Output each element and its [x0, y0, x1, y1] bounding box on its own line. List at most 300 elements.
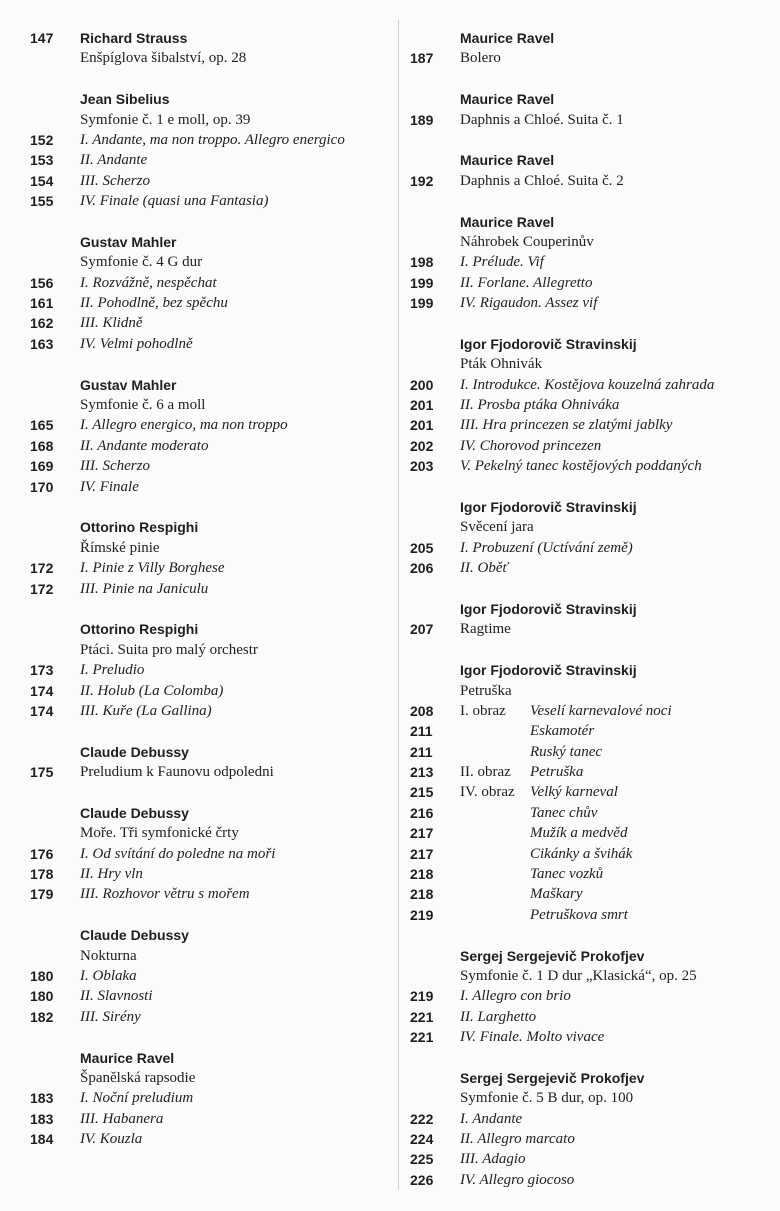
movement-line — [410, 884, 770, 904]
movement-line — [30, 864, 390, 884]
work-title: Preludium k Faunovu odpoledni — [80, 764, 274, 781]
movement-title: Petruškova smrt — [530, 906, 628, 923]
page-number — [410, 599, 460, 619]
work-line — [30, 252, 390, 272]
movement-line — [30, 986, 390, 1006]
work-line — [30, 110, 390, 130]
composer-line — [410, 212, 770, 232]
page-number: 174 — [30, 682, 54, 699]
page-number: 183 — [30, 1110, 54, 1127]
composer-line — [30, 28, 390, 48]
page-number: 211 — [410, 723, 433, 740]
movement-line — [30, 293, 390, 313]
page-number: 175 — [30, 764, 54, 781]
page-number: 216 — [410, 804, 434, 821]
composer-line — [30, 619, 390, 639]
page-number: 200 — [410, 376, 434, 393]
work-line — [410, 48, 770, 68]
page-number: 213 — [410, 764, 434, 781]
composer-line — [410, 497, 770, 517]
composer-entry — [410, 89, 770, 130]
page-number — [410, 497, 460, 517]
page-number: 153 — [30, 152, 54, 169]
movement-title: Tanec vozků — [530, 866, 604, 883]
composer-name: Igor Fjodorovič Stravinskij — [460, 335, 637, 352]
movement-title: Mužík a medvěd — [530, 825, 628, 842]
page-number — [30, 619, 80, 639]
movement-line — [410, 293, 770, 313]
page-number: 218 — [410, 886, 434, 903]
movement-title: I. Andante, ma non troppo. Allegro energico — [80, 131, 345, 148]
page-number — [410, 1068, 460, 1088]
movement-prefix: IV. obraz — [460, 784, 515, 801]
movement-line — [410, 742, 770, 762]
composer-name: Claude Debussy — [80, 743, 189, 760]
page-number: 201 — [410, 417, 434, 434]
composer-name: Igor Fjodorovič Stravinskij — [460, 498, 637, 515]
movement-title: I. Prélude. Vif — [460, 254, 544, 271]
composer-name: Igor Fjodorovič Stravinskij — [460, 600, 637, 617]
work-line — [410, 681, 770, 701]
movement-line — [30, 579, 390, 599]
movement-title: I. Pinie z Villy Borghese — [80, 560, 225, 577]
composer-line — [410, 1068, 770, 1088]
page-number — [410, 232, 460, 252]
movement-title: I. Introdukce. Kostějova kouzelná zahrada — [460, 376, 715, 393]
page-number: 189 — [410, 111, 434, 128]
work-line — [410, 232, 770, 252]
movement-line — [30, 191, 390, 211]
composer-line — [410, 334, 770, 354]
page-number: 152 — [30, 131, 54, 148]
movement-prefix — [460, 905, 530, 925]
composer-line — [410, 28, 770, 48]
work-line — [410, 354, 770, 374]
composer-line — [410, 660, 770, 680]
page-number: 180 — [30, 988, 54, 1005]
work-line — [410, 110, 770, 130]
movement-line — [30, 844, 390, 864]
page-number: 187 — [410, 50, 434, 67]
movement-title: III. Kuře (La Gallina) — [80, 702, 212, 719]
movement-title: III. Sirény — [80, 1008, 141, 1025]
movement-title: I. Probuzení (Uctívání země) — [460, 539, 633, 556]
movement-line — [30, 1088, 390, 1108]
movement-line — [30, 701, 390, 721]
page-number: 215 — [410, 784, 434, 801]
composer-name: Igor Fjodorovič Stravinskij — [460, 662, 637, 679]
page-number: 155 — [30, 193, 54, 210]
page-number: 156 — [30, 274, 54, 291]
movement-title: IV. Rigaudon. Assez vif — [460, 295, 598, 312]
composer-line — [30, 232, 390, 252]
composer-line — [30, 803, 390, 823]
page-number — [30, 946, 80, 966]
movement-prefix — [460, 803, 530, 823]
page-number: 199 — [410, 274, 434, 291]
movement-line — [30, 415, 390, 435]
page-number — [30, 1068, 80, 1088]
work-title: Ptáci. Suita pro malý orchestr — [80, 641, 258, 658]
movement-line — [30, 477, 390, 497]
composer-name: Maurice Ravel — [460, 152, 555, 169]
page-number: 169 — [30, 458, 54, 475]
movement-title: I. Allegro energico, ma non troppo — [80, 417, 288, 434]
page-number — [30, 395, 80, 415]
page-number — [30, 252, 80, 272]
movement-line — [30, 313, 390, 333]
page-number — [410, 517, 460, 537]
movement-title: II. Slavnosti — [80, 988, 153, 1005]
page-number — [410, 89, 460, 109]
movement-line — [410, 864, 770, 884]
movement-line — [410, 558, 770, 578]
right-column — [410, 28, 770, 1211]
movement-line — [410, 456, 770, 476]
work-line — [30, 395, 390, 415]
page-number: 179 — [30, 886, 54, 903]
composer-line — [30, 517, 390, 537]
page-number: 199 — [410, 295, 434, 312]
movement-prefix — [460, 844, 530, 864]
page-number: 224 — [410, 1131, 434, 1148]
movement-line — [410, 436, 770, 456]
page-number — [410, 681, 460, 701]
movement-line — [410, 721, 770, 741]
movement-line — [30, 884, 390, 904]
composer-name: Gustav Mahler — [80, 233, 177, 250]
composer-name: Maurice Ravel — [80, 1049, 175, 1066]
composer-entry — [410, 212, 770, 314]
movement-line — [30, 150, 390, 170]
page-number: 198 — [410, 254, 434, 271]
work-title: Symfonie č. 5 B dur, op. 100 — [460, 1090, 634, 1107]
page-number: 221 — [410, 1008, 434, 1025]
movement-title: I. Od svítání do poledne na moři — [80, 845, 276, 862]
page-number: 161 — [30, 295, 54, 312]
page-number: 173 — [30, 662, 54, 679]
composer-entry — [410, 1068, 770, 1190]
movement-line — [410, 252, 770, 272]
column-divider — [398, 20, 399, 1190]
movement-line — [30, 334, 390, 354]
composer-entry — [410, 599, 770, 640]
composer-name: Claude Debussy — [80, 804, 189, 821]
work-line — [30, 946, 390, 966]
composer-line — [410, 946, 770, 966]
movement-title: IV. Finale — [80, 478, 139, 495]
movement-title: Cikánky a švihák — [530, 845, 633, 862]
composer-entry — [410, 946, 770, 1048]
movement-prefix — [460, 721, 530, 741]
composer-entry — [30, 742, 390, 783]
movement-prefix — [460, 884, 530, 904]
movement-line — [30, 1109, 390, 1129]
page-number: 222 — [410, 1110, 434, 1127]
movement-title: III. Adagio — [460, 1151, 526, 1168]
composer-entry — [30, 1048, 390, 1150]
work-line — [30, 640, 390, 660]
page-number — [410, 966, 460, 986]
movement-title: II. Andante — [80, 152, 148, 169]
page-number: 180 — [30, 967, 54, 984]
work-line — [30, 762, 390, 782]
work-title: Pták Ohnivák — [460, 356, 543, 373]
movement-title: IV. Velmi pohodlně — [80, 335, 193, 352]
page-number: 172 — [30, 560, 54, 577]
composer-line — [30, 375, 390, 395]
page-number: 178 — [30, 866, 54, 883]
page-number — [410, 212, 460, 232]
composer-name: Gustav Mahler — [80, 376, 177, 393]
work-line — [410, 1088, 770, 1108]
movement-title: IV. Finale (quasi una Fantasia) — [80, 193, 269, 210]
page-number: 207 — [410, 621, 434, 638]
page-number — [30, 232, 80, 252]
work-title: Ragtime — [460, 621, 511, 638]
page-number: 219 — [410, 988, 434, 1005]
work-line — [30, 1068, 390, 1088]
composer-name: Sergej Sergejevič Prokofjev — [460, 1069, 645, 1086]
page-number: 192 — [410, 172, 434, 189]
movement-title: Ruský tanec — [530, 743, 603, 760]
movement-title: I. Preludio — [80, 662, 145, 679]
work-title: Římské pinie — [80, 539, 160, 556]
movement-line — [30, 456, 390, 476]
page-number: 163 — [30, 335, 54, 352]
movement-prefix — [460, 823, 530, 843]
page-number — [30, 110, 80, 130]
page-number — [30, 517, 80, 537]
movement-title: II. Andante moderato — [80, 437, 209, 454]
page-number: 170 — [30, 478, 54, 495]
movement-title: II. Forlane. Allegretto — [460, 274, 593, 291]
movement-title: III. Scherzo — [80, 172, 150, 189]
page-number: 217 — [410, 825, 434, 842]
movement-line — [30, 436, 390, 456]
movement-title: I. Oblaka — [80, 967, 137, 984]
work-line — [410, 966, 770, 986]
movement-title: II. Oběť — [460, 560, 508, 577]
movement-title: Tanec chův — [530, 804, 598, 821]
page-number — [410, 334, 460, 354]
page-number — [30, 48, 80, 68]
movement-title: IV. Finale. Molto vivace — [460, 1029, 605, 1046]
page-number: 217 — [410, 845, 434, 862]
composer-entry — [410, 334, 770, 477]
movement-line — [410, 762, 770, 782]
movement-title: I. Andante — [460, 1110, 523, 1127]
work-title: Symfonie č. 1 D dur „Klasická“, op. 25 — [460, 967, 697, 984]
work-line — [30, 48, 390, 68]
movement-title: Petruška — [530, 764, 584, 781]
page-number — [30, 925, 80, 945]
movement-line — [410, 803, 770, 823]
movement-title: IV. Chorovod princezen — [460, 437, 602, 454]
movement-line — [410, 1129, 770, 1149]
page-number — [30, 89, 80, 109]
movement-line — [30, 171, 390, 191]
movement-line — [30, 660, 390, 680]
page-number — [410, 946, 460, 966]
work-line — [30, 823, 390, 843]
work-title: Symfonie č. 4 G dur — [80, 254, 203, 271]
movement-title: III. Pinie na Janiculu — [80, 580, 209, 597]
composer-name: Ottorino Respighi — [80, 519, 199, 536]
page-number: 201 — [410, 397, 434, 414]
movement-line — [410, 375, 770, 395]
movement-line — [410, 538, 770, 558]
movement-prefix: II. obraz — [460, 764, 511, 781]
page-number: 165 — [30, 417, 54, 434]
work-title: Enšpíglova šibalství, op. 28 — [80, 50, 247, 67]
page-number: 226 — [410, 1171, 434, 1188]
movement-title: III. Rozhovor větru s mořem — [80, 886, 250, 903]
page-number: 162 — [30, 315, 54, 332]
composer-entry — [30, 803, 390, 905]
movement-title: III. Scherzo — [80, 458, 150, 475]
movement-title: IV. Kouzla — [80, 1131, 143, 1148]
composer-line — [30, 89, 390, 109]
page-number — [410, 28, 460, 48]
movement-line — [410, 701, 770, 721]
page-number — [410, 1088, 460, 1108]
work-title: Moře. Tři symfonické črty — [80, 825, 239, 842]
page-number: 208 — [410, 702, 434, 719]
page-number — [30, 823, 80, 843]
composer-entry — [410, 28, 770, 69]
composer-name: Maurice Ravel — [460, 91, 555, 108]
page-number: 211 — [410, 743, 433, 760]
composer-line — [30, 925, 390, 945]
movement-line — [410, 415, 770, 435]
work-title: Daphnis a Chloé. Suita č. 2 — [460, 172, 624, 189]
movement-line — [30, 966, 390, 986]
composer-entry — [30, 925, 390, 1027]
page-number: 221 — [410, 1029, 434, 1046]
page-number: 174 — [30, 702, 54, 719]
movement-title: V. Pekelný tanec kostějových poddaných — [460, 458, 702, 475]
composer-entry — [410, 660, 770, 925]
movement-title: III. Klidně — [80, 315, 143, 332]
left-column — [30, 28, 390, 1170]
composer-name: Claude Debussy — [80, 927, 189, 944]
movement-prefix — [460, 742, 530, 762]
movement-line — [410, 844, 770, 864]
work-title: Náhrobek Couperinův — [460, 233, 594, 250]
composer-name: Jean Sibelius — [80, 91, 170, 108]
movement-title: III. Hra princezen se zlatými jablky — [460, 417, 673, 434]
movement-title: III. Habanera — [80, 1110, 164, 1127]
work-title: Bolero — [460, 50, 501, 67]
page-number: 202 — [410, 437, 434, 454]
work-title: Daphnis a Chloé. Suita č. 1 — [460, 111, 624, 128]
movement-line — [30, 1129, 390, 1149]
movement-line — [30, 1007, 390, 1027]
work-title: Španělská rapsodie — [80, 1069, 196, 1086]
movement-title: Velký karneval — [530, 784, 618, 801]
movement-prefix: I. obraz — [460, 702, 506, 719]
composer-entry — [30, 232, 390, 354]
movement-title: I. Allegro con brio — [460, 988, 571, 1005]
movement-title: I. Noční preludium — [80, 1090, 194, 1107]
movement-line — [410, 395, 770, 415]
composer-name: Maurice Ravel — [460, 30, 555, 46]
movement-title: II. Pohodlně, bez spěchu — [80, 295, 228, 312]
movement-line — [410, 1007, 770, 1027]
movement-title: II. Holub (La Colomba) — [80, 682, 224, 699]
page-number: 154 — [30, 172, 54, 189]
composer-entry — [410, 150, 770, 191]
movement-title: IV. Allegro giocoso — [460, 1171, 575, 1188]
page-number: 182 — [30, 1008, 54, 1025]
composer-entry — [30, 517, 390, 599]
page-number: 225 — [410, 1151, 434, 1168]
composer-name: Sergej Sergejevič Prokofjev — [460, 947, 645, 964]
page-number: 147 — [30, 30, 54, 46]
movement-title: Veselí karnevalové noci — [530, 702, 672, 719]
composer-line — [30, 1048, 390, 1068]
composer-line — [410, 599, 770, 619]
movement-line — [30, 681, 390, 701]
movement-title: Eskamotér — [530, 723, 595, 740]
movement-title: II. Allegro marcato — [460, 1131, 575, 1148]
composer-name: Ottorino Respighi — [80, 621, 199, 638]
composer-name: Maurice Ravel — [460, 213, 555, 230]
movement-line — [410, 1027, 770, 1047]
movement-title: I. Rozvážně, nespěchat — [80, 274, 217, 291]
movement-prefix — [460, 864, 530, 884]
page-number — [30, 1048, 80, 1068]
composer-line — [30, 742, 390, 762]
page-number — [30, 375, 80, 395]
page-number: 176 — [30, 845, 54, 862]
page-number — [30, 538, 80, 558]
composer-entry — [410, 497, 770, 579]
movement-line — [410, 782, 770, 802]
page-number: 219 — [410, 906, 434, 923]
page-number — [30, 742, 80, 762]
page-number: 205 — [410, 539, 434, 556]
movement-title: II. Hry vln — [80, 866, 143, 883]
movement-line — [410, 823, 770, 843]
work-line — [410, 517, 770, 537]
page-number: 218 — [410, 866, 434, 883]
movement-title: II. Larghetto — [460, 1008, 537, 1025]
work-title: Petruška — [460, 682, 512, 699]
movement-line — [30, 130, 390, 150]
work-line — [30, 538, 390, 558]
composer-line — [410, 89, 770, 109]
work-title: Svěcení jara — [460, 519, 534, 536]
composer-entry — [30, 375, 390, 497]
movement-line — [30, 558, 390, 578]
composer-line — [410, 150, 770, 170]
page-number — [30, 803, 80, 823]
movement-line — [410, 1170, 770, 1190]
movement-line — [410, 905, 770, 925]
page-number: 203 — [410, 458, 434, 475]
page-number — [30, 640, 80, 660]
composer-name: Richard Strauss — [80, 30, 188, 46]
work-title: Symfonie č. 6 a moll — [80, 397, 206, 414]
movement-line — [410, 1109, 770, 1129]
page-number — [410, 150, 460, 170]
movement-line — [410, 1149, 770, 1169]
composer-entry — [30, 619, 390, 721]
page-number: 206 — [410, 560, 434, 577]
work-title: Symfonie č. 1 e moll, op. 39 — [80, 111, 251, 128]
